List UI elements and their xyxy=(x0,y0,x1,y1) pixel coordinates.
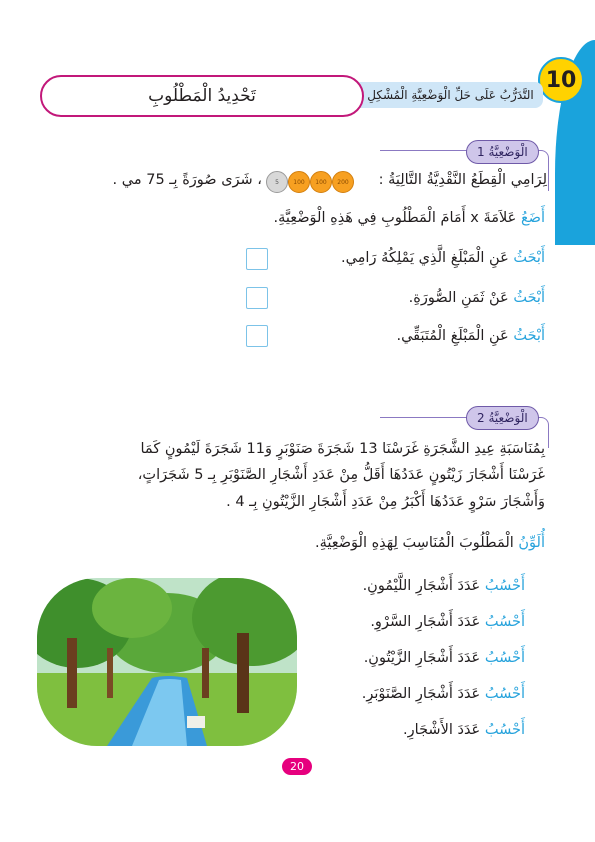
item-verb: أَحْسُبُ xyxy=(484,686,525,702)
situation2-item[interactable] xyxy=(370,614,525,630)
situation1-label: الْوَضْعِيَّةُ 1 xyxy=(466,140,539,164)
item-text: عَنِ الْمَبْلَغِ الَّذِي يَمْلِكُهُ رَامِي. xyxy=(340,250,514,266)
instruction-rest: عَلاَمَةَ x أَمَامَ الْمَطْلُوبِ فِي هَذِهِ الْوَضْعِيَّةِ. xyxy=(273,210,521,226)
answer-checkbox-3[interactable] xyxy=(246,325,268,347)
coin-100-icon: 100 xyxy=(288,171,310,193)
item-verb: أَبْحَثُ xyxy=(513,290,545,306)
instruction-verb: أُلَوِّنُ xyxy=(518,535,545,551)
section-title: تَحْدِيدُ الْمَطْلُوبِ xyxy=(40,75,364,117)
situation2-item[interactable] xyxy=(362,686,525,702)
answer-checkbox-2[interactable] xyxy=(246,287,268,309)
item-verb: أَحْسُبُ xyxy=(484,650,525,666)
page-number: 20 xyxy=(282,758,312,775)
situation1-item xyxy=(409,290,545,306)
coin-100-icon: 100 xyxy=(310,171,332,193)
situation2-line1: بِمُنَاسَبَةِ عِيدِ الشَّجَرَةِ غَرَسْنَا 13 شَجَرَةَ صَنَوْبَرٍ وَ11 شَجَرَةَ لَيْمُونٍ كَمَا xyxy=(140,441,545,457)
situation1-text-b: ، شَرَى صُورَةً بِـ 75 مي . xyxy=(112,172,262,188)
item-verb: أَحْسُبُ xyxy=(484,578,525,594)
item-verb: أَبْحَثُ xyxy=(513,328,545,344)
situation2-line3: وَأَشْجَارَ سَرْوٍ عَدَدُهَا أَكْبَرُ مِنْ عَدَدِ أَشْجَارِ الزَّيْتُونِ بِـ 4 . xyxy=(226,494,545,510)
situation2-item[interactable] xyxy=(364,650,525,666)
lesson-title: التَّدَرُّبُ عَلَى حَلِّ الْوَضْعِيَّةِ الْمُشْكِلِ xyxy=(358,82,543,108)
instruction-rest: الْمَطْلُوبَ الْمُنَاسِبَ لِهَذِهِ الْوَضْعِيَّةِ. xyxy=(314,535,519,551)
park-trees-river-icon xyxy=(37,578,297,746)
situation2-label: الْوَضْعِيَّةُ 2 xyxy=(466,406,539,430)
situation1-item xyxy=(341,250,545,266)
item-verb: أَحْسُبُ xyxy=(484,722,525,738)
situation2-item[interactable] xyxy=(363,578,525,594)
item-text: عَدَدَ أَشْجَارِ السَّرْوِ. xyxy=(370,614,485,630)
situation1-text-a: لِرَامِي الْقِطَعُ النَّقْدِيَّةُ التَّالِيَةُ : xyxy=(378,172,547,188)
instruction-verb: أَضَعُ xyxy=(520,210,545,226)
situation2-item[interactable] xyxy=(403,722,525,738)
item-text: عَنِ الْمَبْلَغِ الْمُتَبَقِّي. xyxy=(396,328,514,344)
item-text: عَنْ ثَمَنِ الصُّورَةِ. xyxy=(408,290,514,306)
coin-5-icon: 5 xyxy=(266,171,288,193)
item-text: عَدَدَ أَشْجَارِ الزَّيْتُونِ. xyxy=(363,650,485,666)
situation2-line2: غَرَسْنَا أَشْجَارَ زَيْتُونٍ عَدَدُهَا أَقَلُّ مِنْ عَدَدِ أَشْجَارِ الصَّنَوْبَرِ بِـ 5 شَجَرَاتٍ، xyxy=(137,467,545,483)
situation1-item xyxy=(396,328,545,344)
answer-checkbox-1[interactable] xyxy=(246,248,268,270)
park-illustration xyxy=(37,578,297,746)
lesson-number-badge: 10 xyxy=(538,57,584,103)
item-text: عَدَدَ الأَشْجَارِ. xyxy=(403,722,485,738)
item-text: عَدَدَ أَشْجَارِ اللَّيْمُونِ. xyxy=(362,578,485,594)
item-verb: أَبْحَثُ xyxy=(513,250,545,266)
item-text: عَدَدَ أَشْجَارِ الصَّنَوْبَرِ. xyxy=(361,686,485,702)
item-verb: أَحْسُبُ xyxy=(484,614,525,630)
situation1-instruction xyxy=(273,210,545,226)
coin-200-icon: 200 xyxy=(332,171,354,193)
situation2-instruction xyxy=(315,535,545,551)
